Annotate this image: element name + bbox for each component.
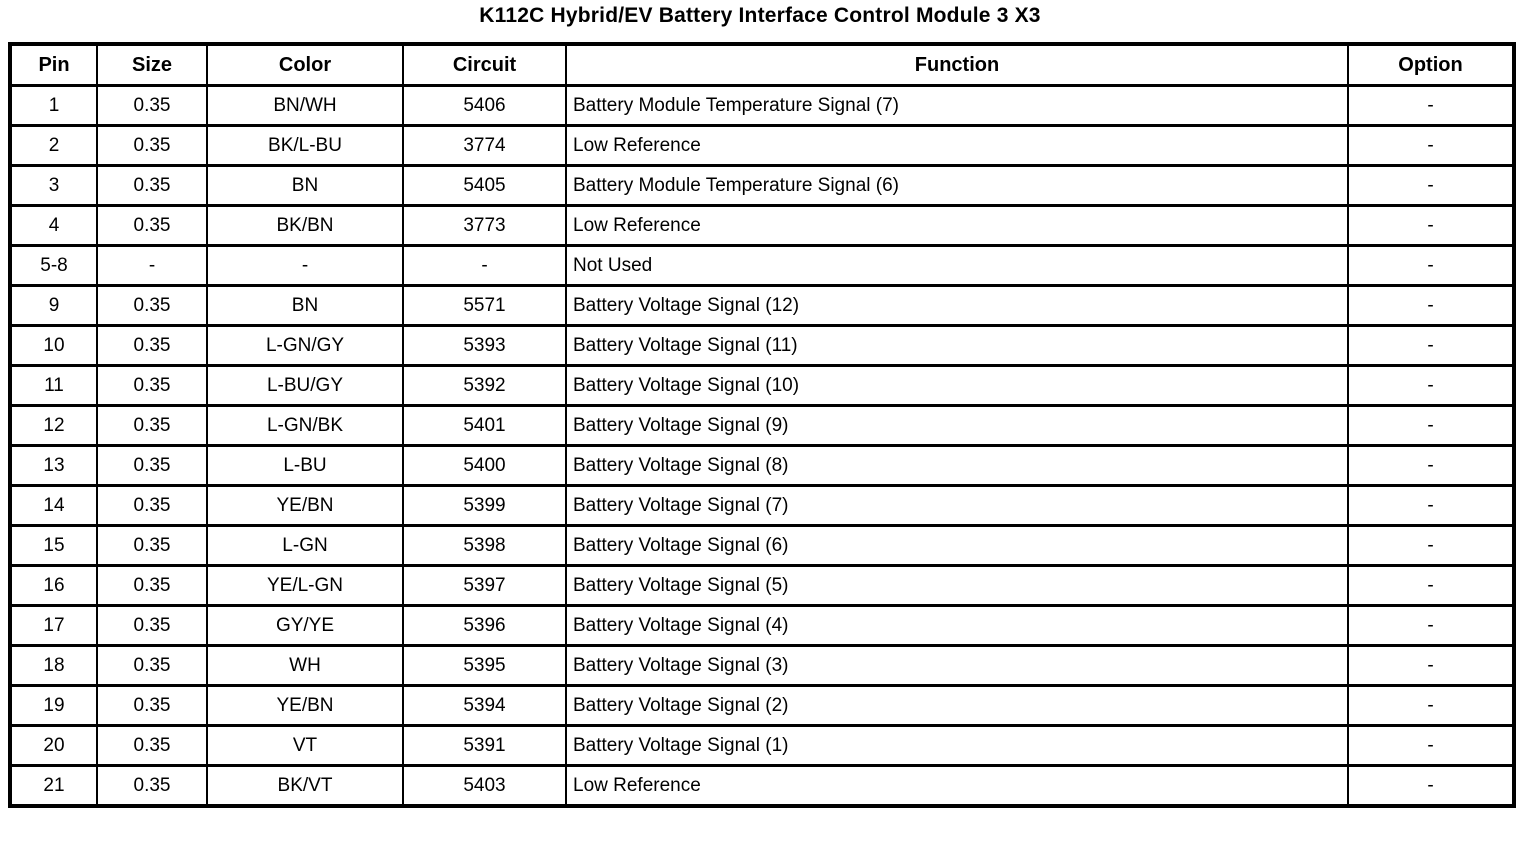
cell-option: - (1348, 406, 1514, 446)
cell-pin: 5-8 (10, 246, 97, 286)
column-header-pin: Pin (10, 44, 97, 86)
cell-pin: 19 (10, 686, 97, 726)
cell-size: 0.35 (97, 486, 207, 526)
table-row (10, 366, 1514, 406)
table-row (10, 286, 1514, 326)
cell-size: 0.35 (97, 646, 207, 686)
cell-size: 0.35 (97, 166, 207, 206)
column-header-function: Function (566, 44, 1348, 86)
cell-pin: 20 (10, 726, 97, 766)
table-row (10, 126, 1514, 166)
cell-option: - (1348, 526, 1514, 566)
cell-size: 0.35 (97, 326, 207, 366)
cell-circuit: 5571 (403, 286, 566, 326)
cell-size: - (97, 246, 207, 286)
cell-circuit: 5394 (403, 686, 566, 726)
cell-function: Battery Module Temperature Signal (6) (566, 166, 1348, 206)
cell-circuit: 5399 (403, 486, 566, 526)
cell-function: Not Used (566, 246, 1348, 286)
table-row (10, 326, 1514, 366)
cell-function: Low Reference (566, 766, 1348, 807)
pinout-table (8, 42, 1516, 808)
cell-circuit: - (403, 246, 566, 286)
cell-color: L-GN/BK (207, 406, 403, 446)
cell-circuit: 3773 (403, 206, 566, 246)
cell-size: 0.35 (97, 606, 207, 646)
cell-function: Battery Voltage Signal (12) (566, 286, 1348, 326)
column-header-color: Color (207, 44, 403, 86)
cell-color: VT (207, 726, 403, 766)
cell-size: 0.35 (97, 766, 207, 807)
cell-function: Battery Voltage Signal (11) (566, 326, 1348, 366)
cell-function: Battery Voltage Signal (4) (566, 606, 1348, 646)
cell-function: Battery Module Temperature Signal (7) (566, 86, 1348, 126)
cell-circuit: 5397 (403, 566, 566, 606)
cell-option: - (1348, 566, 1514, 606)
table-row (10, 606, 1514, 646)
column-header-circuit: Circuit (403, 44, 566, 86)
cell-function: Battery Voltage Signal (5) (566, 566, 1348, 606)
table-row (10, 86, 1514, 126)
cell-circuit: 5403 (403, 766, 566, 807)
cell-color: YE/BN (207, 686, 403, 726)
cell-color: WH (207, 646, 403, 686)
cell-color: L-BU/GY (207, 366, 403, 406)
cell-color: BK/VT (207, 766, 403, 807)
cell-color: BN (207, 166, 403, 206)
cell-color: - (207, 246, 403, 286)
cell-option: - (1348, 606, 1514, 646)
cell-color: YE/BN (207, 486, 403, 526)
cell-option: - (1348, 726, 1514, 766)
table-row (10, 686, 1514, 726)
cell-size: 0.35 (97, 406, 207, 446)
column-header-size: Size (97, 44, 207, 86)
cell-function: Battery Voltage Signal (8) (566, 446, 1348, 486)
cell-option: - (1348, 206, 1514, 246)
cell-function: Battery Voltage Signal (2) (566, 686, 1348, 726)
cell-option: - (1348, 166, 1514, 206)
cell-size: 0.35 (97, 726, 207, 766)
cell-pin: 4 (10, 206, 97, 246)
table-row (10, 486, 1514, 526)
cell-pin: 17 (10, 606, 97, 646)
cell-option: - (1348, 326, 1514, 366)
cell-color: L-GN (207, 526, 403, 566)
cell-function: Battery Voltage Signal (6) (566, 526, 1348, 566)
cell-color: L-BU (207, 446, 403, 486)
cell-pin: 3 (10, 166, 97, 206)
cell-option: - (1348, 766, 1514, 807)
table-row (10, 566, 1514, 606)
table-row (10, 246, 1514, 286)
cell-pin: 2 (10, 126, 97, 166)
cell-option: - (1348, 646, 1514, 686)
cell-size: 0.35 (97, 686, 207, 726)
table-row (10, 766, 1514, 807)
cell-circuit: 3774 (403, 126, 566, 166)
cell-pin: 15 (10, 526, 97, 566)
table-header-row (10, 44, 1514, 86)
cell-pin: 16 (10, 566, 97, 606)
cell-size: 0.35 (97, 286, 207, 326)
cell-color: L-GN/GY (207, 326, 403, 366)
cell-color: BN (207, 286, 403, 326)
column-header-option: Option (1348, 44, 1514, 86)
cell-function: Battery Voltage Signal (3) (566, 646, 1348, 686)
cell-function: Battery Voltage Signal (7) (566, 486, 1348, 526)
cell-color: BK/BN (207, 206, 403, 246)
cell-size: 0.35 (97, 526, 207, 566)
cell-circuit: 5393 (403, 326, 566, 366)
cell-function: Low Reference (566, 126, 1348, 166)
table-row (10, 406, 1514, 446)
cell-circuit: 5405 (403, 166, 566, 206)
cell-circuit: 5392 (403, 366, 566, 406)
cell-pin: 10 (10, 326, 97, 366)
table-row (10, 206, 1514, 246)
cell-pin: 14 (10, 486, 97, 526)
cell-color: YE/L-GN (207, 566, 403, 606)
cell-circuit: 5398 (403, 526, 566, 566)
cell-function: Battery Voltage Signal (1) (566, 726, 1348, 766)
cell-size: 0.35 (97, 126, 207, 166)
cell-option: - (1348, 286, 1514, 326)
table-row (10, 526, 1514, 566)
table-row (10, 166, 1514, 206)
cell-function: Battery Voltage Signal (9) (566, 406, 1348, 446)
cell-color: BN/WH (207, 86, 403, 126)
cell-option: - (1348, 686, 1514, 726)
cell-option: - (1348, 126, 1514, 166)
cell-option: - (1348, 246, 1514, 286)
cell-option: - (1348, 366, 1514, 406)
cell-function: Low Reference (566, 206, 1348, 246)
cell-size: 0.35 (97, 366, 207, 406)
table-row (10, 726, 1514, 766)
cell-pin: 12 (10, 406, 97, 446)
cell-circuit: 5400 (403, 446, 566, 486)
cell-pin: 18 (10, 646, 97, 686)
cell-option: - (1348, 86, 1514, 126)
cell-pin: 13 (10, 446, 97, 486)
cell-color: BK/L-BU (207, 126, 403, 166)
page-title: K112C Hybrid/EV Battery Interface Control Module 3 X3 (479, 4, 1041, 27)
cell-function: Battery Voltage Signal (10) (566, 366, 1348, 406)
cell-circuit: 5406 (403, 86, 566, 126)
cell-size: 0.35 (97, 206, 207, 246)
cell-circuit: 5395 (403, 646, 566, 686)
cell-option: - (1348, 446, 1514, 486)
cell-pin: 11 (10, 366, 97, 406)
cell-pin: 1 (10, 86, 97, 126)
table-row (10, 446, 1514, 486)
cell-circuit: 5391 (403, 726, 566, 766)
cell-color: GY/YE (207, 606, 403, 646)
cell-pin: 21 (10, 766, 97, 807)
cell-size: 0.35 (97, 86, 207, 126)
cell-option: - (1348, 486, 1514, 526)
cell-circuit: 5396 (403, 606, 566, 646)
table-row (10, 646, 1514, 686)
cell-size: 0.35 (97, 446, 207, 486)
cell-circuit: 5401 (403, 406, 566, 446)
cell-size: 0.35 (97, 566, 207, 606)
cell-pin: 9 (10, 286, 97, 326)
